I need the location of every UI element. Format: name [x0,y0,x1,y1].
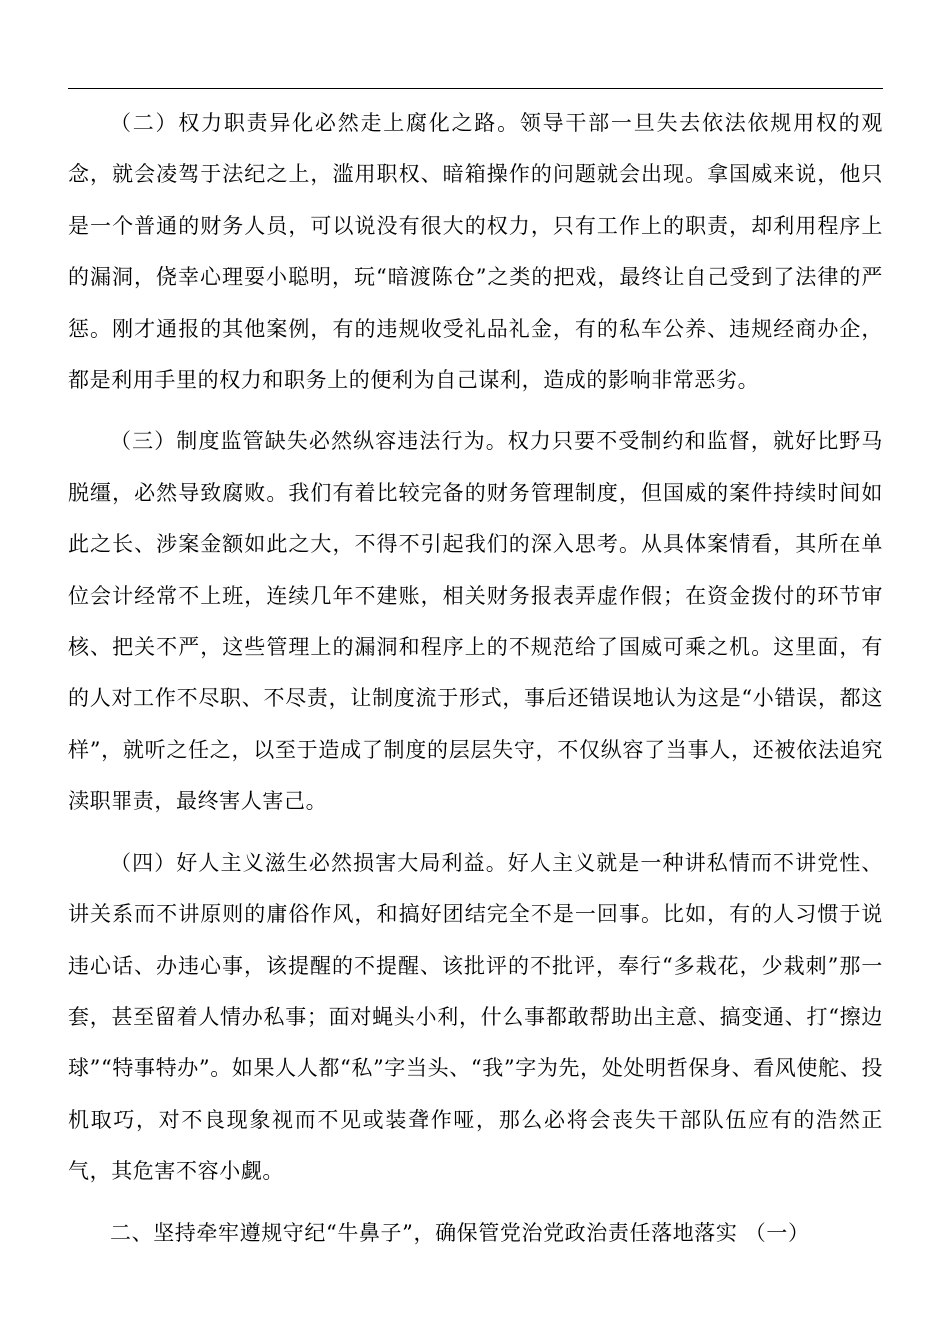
paragraph-supervision-gap: （三）制度监管缺失必然纵容违法行为。权力只要不受制约和监督，就好比野马脱缰，必然导致腐败。我们有着比较完备的财务管理制度，但国威的案件持续时间如此之长、涉案金额如此之大，不得不引起我们的深入思考。从具体案情看，其所在单位会计经常不上班，连续几年不建账，相关财务报表弄虚作假；在资金拨付的环节审核、把关不严，这些管理上的漏洞和程序上的不规范给了国威可乘之机。这里面，有的人对工作不尽职、不尽责，让制度流于形式，事后还错误地认为这是“小错误，都这样”，就听之任之，以至于造成了制度的层层失守，不仅纵容了当事人，还被依法追究渎职罪责，最终害人害己。 [68,429,883,814]
paragraph-power-duty-alienation: （二）权力职责异化必然走上腐化之路。领导干部一旦失去依法依规用权的观念，就会凌驾于法纪之上，滥用职权、暗箱操作的问题就会出现。拿国威来说，他只是一个普通的财务人员，可以说没有很大的权力，只有工作上的职责，却利用程序上的漏洞，侥幸心理耍小聪明，玩“暗渡陈仓”之类的把戏，最终让自己受到了法律的严惩。刚才通报的其他案例，有的违规收受礼品礼金，有的私车公养、违规经商办企，都是利用手里的权力和职务上的便利为自己谋利，造成的影响非常恶劣。 [68,111,883,393]
document-body [68,98,883,1259]
paragraph-good-person-ism: （四）好人主义滋生必然损害大局利益。好人主义就是一种讲私情而不讲党性、讲关系而不讲原则的庸俗作风，和搞好团结完全不是一回事。比如，有的人习惯于说违心话、办违心事，该提醒的不提醒、该批评的不批评，奉行“多栽花，少栽刺”那一套，甚至留着人情办私事；面对蝇头小利，什么事都敢帮助出主意、搞变通、打“擦边球”“特事特办”。如果人人都“私”字当头、“我”字为先，处处明哲保身、看风使舵、投机取巧，对不良现象视而不见或装聋作哑，那么必将会丧失干部队伍应有的浩然正气，其危害不容小觑。 [68,850,883,1184]
section-heading-two: 二、坚持牵牢遵规守纪“牛鼻子”，确保管党治党政治责任落地落实 （一） [110,1220,810,1245]
header-rule [68,88,883,89]
